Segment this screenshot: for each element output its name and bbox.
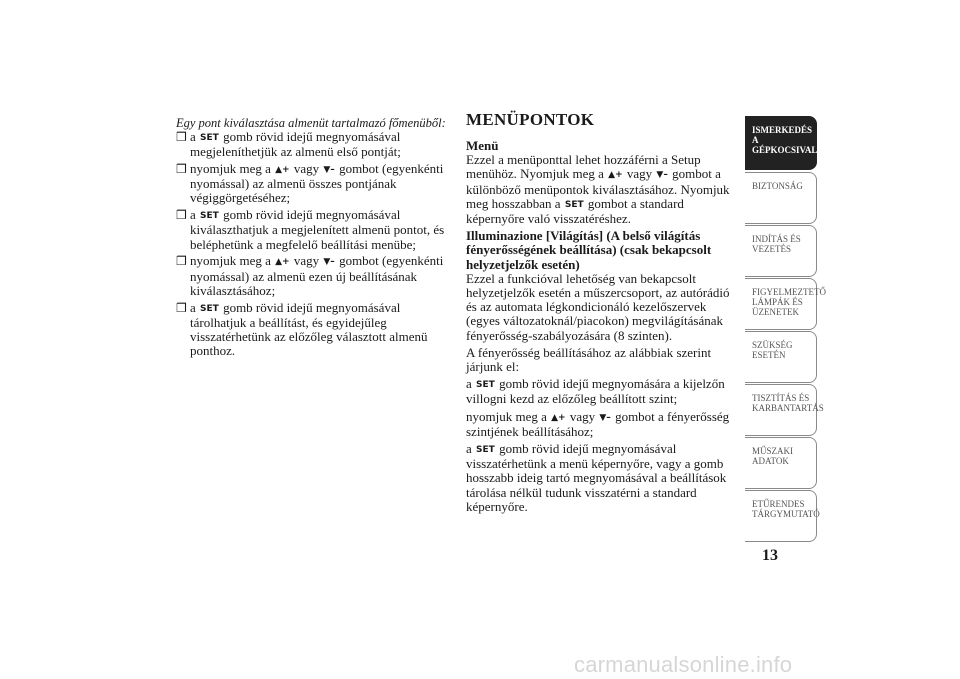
set-button-icon: SET (564, 199, 584, 210)
tab-ismerkedes[interactable]: ISMERKEDÉS A GÉPKOCSIVAL (745, 116, 817, 170)
list-item: ❒ a SET gomb rövid idejű megnyomásával megjeleníthetjük az almenü első pontját; (176, 129, 401, 160)
paragraph-step-3: a SET gomb rövid idejű megnyomásával visszatérhetünk a menü képernyőre, vagy a gomb hosszabb ideig tartó megnyomásával a beállítások tárolása nélkül tudunk visszatérni a standard képernyőre. (466, 441, 727, 514)
right-body (466, 139, 742, 517)
list-item: ❒ a SET gomb rövid idejű megnyomásával tárolhatjuk a beállítást, és egyidejűleg visszatérhetünk az előzőleg választott almenü ponthoz. (176, 299, 428, 359)
list-item: ❒ nyomjuk meg a ▲+ vagy ▼– gombot (egyenkénti nyomással) az almenü összes pontjának végiggörgetéséhez; (176, 161, 444, 206)
tab-muszaki[interactable]: MŰSZAKI ADATOK (745, 437, 817, 489)
tab-targymutato[interactable]: ETŰRENDES TÁRGYMUTATÓ (745, 490, 817, 542)
page-number: 13 (762, 547, 778, 564)
paragraph-illumination: Ezzel a funkcióval lehetőség van bekapcsolt helyzetjelzők esetén a műszercsoport, az autórádió és az automata légkondicionáló kezelőszervek (egyes változatoknál/piacokon) megvilágításának fényerősség-szabályozására (8 szinten). (466, 270, 730, 343)
intro-text: Egy pont kiválasztása almenüt tartalmazó főmenüből: (176, 116, 446, 130)
set-button-icon: SET (200, 133, 219, 143)
paragraph-menu: Ezzel a menüponttal lehet hozzáférni a Setup menühöz. Nyomjuk meg a ▲+ vagy ▼– gombot a különböző menüpontok kiválasztásához. Nyomjuk meg hosszabban a SET gombot a standard képernyőre való visszatéréshez. (466, 152, 730, 227)
set-button-icon: SET (476, 445, 495, 456)
up-plus-button-icon: ▲+ (275, 165, 290, 175)
watermark: carmanualsonline.info (574, 652, 793, 677)
list-item: ❒ a SET gomb rövid idejű megnyomásával kiválaszthatjuk a megjelenített almenü pontot, és beléphetünk a megfelelő beállítási menübe; (176, 207, 445, 252)
set-button-icon: SET (476, 380, 495, 391)
subheading-menu: Menü (466, 138, 499, 153)
down-minus-button-icon: ▼– (323, 257, 335, 268)
up-plus-button-icon: ▲+ (608, 170, 623, 181)
list-item: ❒ nyomjuk meg a ▲+ vagy ▼– gombot (egyenkénti nyomással) az almenü ezen új beállításának kiválasztásához; (176, 253, 444, 298)
tab-inditas[interactable]: INDÍTÁS ÉS VEZETÉS (745, 225, 817, 277)
tab-tisztitas[interactable]: TISZTÍTÁS ÉS KARBANTARTÁS (745, 384, 817, 436)
tab-biztonsag[interactable]: BIZTONSÁG (745, 172, 817, 224)
set-button-icon: SET (200, 211, 219, 222)
paragraph-step-1: a SET gomb rövid idejű megnyomására a kijelzőn villogni kezd az előzőleg beállított szint; (466, 376, 725, 407)
subheading-illumination: Illuminazione [Világítás] (A belső világítás fényerősségének beállítása) (csak bekapcsolt helyzetjelzők esetén) (466, 228, 712, 272)
checkbox-bullet-icon: ❒ (176, 254, 187, 269)
set-button-icon: SET (200, 303, 219, 314)
down-minus-button-icon: ▼– (599, 412, 611, 423)
up-plus-button-icon: ▲+ (275, 257, 290, 268)
bullet-list (176, 130, 454, 361)
up-plus-button-icon: ▲+ (551, 412, 566, 423)
paragraph-step-2: nyomjuk meg a ▲+ vagy ▼– gombot a fényerősség szintjének beállításához; (466, 408, 730, 439)
tab-szukseg[interactable]: SZÜKSÉG ESETÉN (745, 331, 817, 383)
checkbox-bullet-icon: ❒ (176, 162, 187, 176)
checkbox-bullet-icon: ❒ (176, 300, 187, 315)
down-minus-button-icon: ▼– (656, 170, 668, 181)
tab-figyelmezteto[interactable]: FIGYELMEZTETŐ LÁMPÁK ÉS ÜZENETEK (745, 278, 817, 330)
down-minus-button-icon: ▼– (323, 165, 335, 175)
checkbox-bullet-icon: ❒ (176, 130, 187, 144)
section-heading: MENÜPONTOK (466, 110, 595, 129)
paragraph-procedure: A fényerősség beállításához az alábbiak szerint járjunk el: (466, 344, 712, 375)
checkbox-bullet-icon: ❒ (176, 208, 187, 223)
